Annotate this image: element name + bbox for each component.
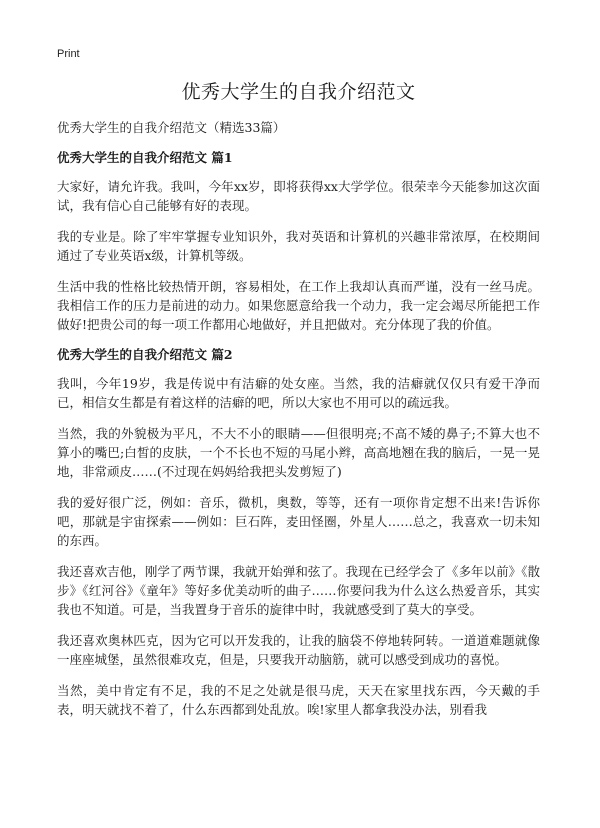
section-heading: 优秀大学生的自我介绍范文 篇1 xyxy=(57,150,233,165)
paragraph: 我还喜欢奥林匹克，因为它可以开发我的，让我的脑袋不停地转阿转。一道道难题就像一座座城堡，虽然很难攻克，但是，只要我开动脑筋，就可以感受到成功的喜悦。 xyxy=(57,633,540,667)
section-1 xyxy=(57,149,540,334)
section-heading: 优秀大学生的自我介绍范文 篇2 xyxy=(57,347,233,362)
print-link[interactable]: Print xyxy=(57,48,80,60)
section-2 xyxy=(57,346,540,719)
paragraph: 我还喜欢吉他，刚学了两节课，我就开始弹和弦了。我现在已经学会了《多年以前》《散步》《红河谷》《童年》等好多优美动听的曲子……你要问我为什么这么热爱音乐，其实我也不知道。可是，当我置身于音乐的旋律中时，我就感受到了莫大的享受。 xyxy=(57,564,540,617)
paragraph: 当然，我的外貌极为平凡，不大不小的眼睛——但很明亮;不高不矮的鼻子;不算大也不算小的嘴巴;白皙的皮肤，一个不长也不短的马尾小辫，高高地翘在我的脑后，一晃一晃地，非常顽皮……(不过现在妈妈给我把头发剪短了) xyxy=(57,426,540,479)
paragraph: 我叫，今年19岁，我是传说中有洁癖的处女座。当然，我的洁癖就仅仅只有爱干净而已，相信女生都是有着这样的洁癖的吧，所以大家也不用可以的疏远我。 xyxy=(57,376,540,410)
paragraph: 大家好，请允许我。我叫，今年xx岁，即将获得xx大学学位。很荣幸今天能参加这次面试，我有信心自己能够有好的表现。 xyxy=(57,179,540,213)
document-subtitle: 优秀大学生的自我介绍范文（精选33篇） xyxy=(57,120,286,135)
document-title: 优秀大学生的自我介绍范文 xyxy=(181,81,416,103)
paragraph: 当然，美中肯定有不足，我的不足之处就是很马虎，天天在家里找东西，今天戴的手表，明天就找不着了，什么东西都到处乱放。唉!家里人都拿我没办法，别看我 xyxy=(57,683,540,717)
paragraph: 我的专业是。除了牢牢掌握专业知识外，我对英语和计算机的兴趣非常浓厚，在校期间通过了专业英语x级，计算机等级。 xyxy=(57,229,540,263)
paragraph: 生活中我的性格比较热情开朗，容易相处，在工作上我却认真而严谨，没有一丝马虎。我相信工作的压力是前进的动力。如果您愿意给我一个动力，我一定会竭尽所能把工作做好!把贵公司的每一项工作都用心地做好，并且把做对。充分体现了我的价值。 xyxy=(57,279,540,332)
paragraph: 我的爱好很广泛，例如：音乐，微机，奥数，等等，还有一项你肯定想不出来!告诉你吧，那就是宇宙探索——例如：巨石阵，麦田怪圈，外星人……总之，我喜欢一切未知的东西。 xyxy=(57,495,540,548)
